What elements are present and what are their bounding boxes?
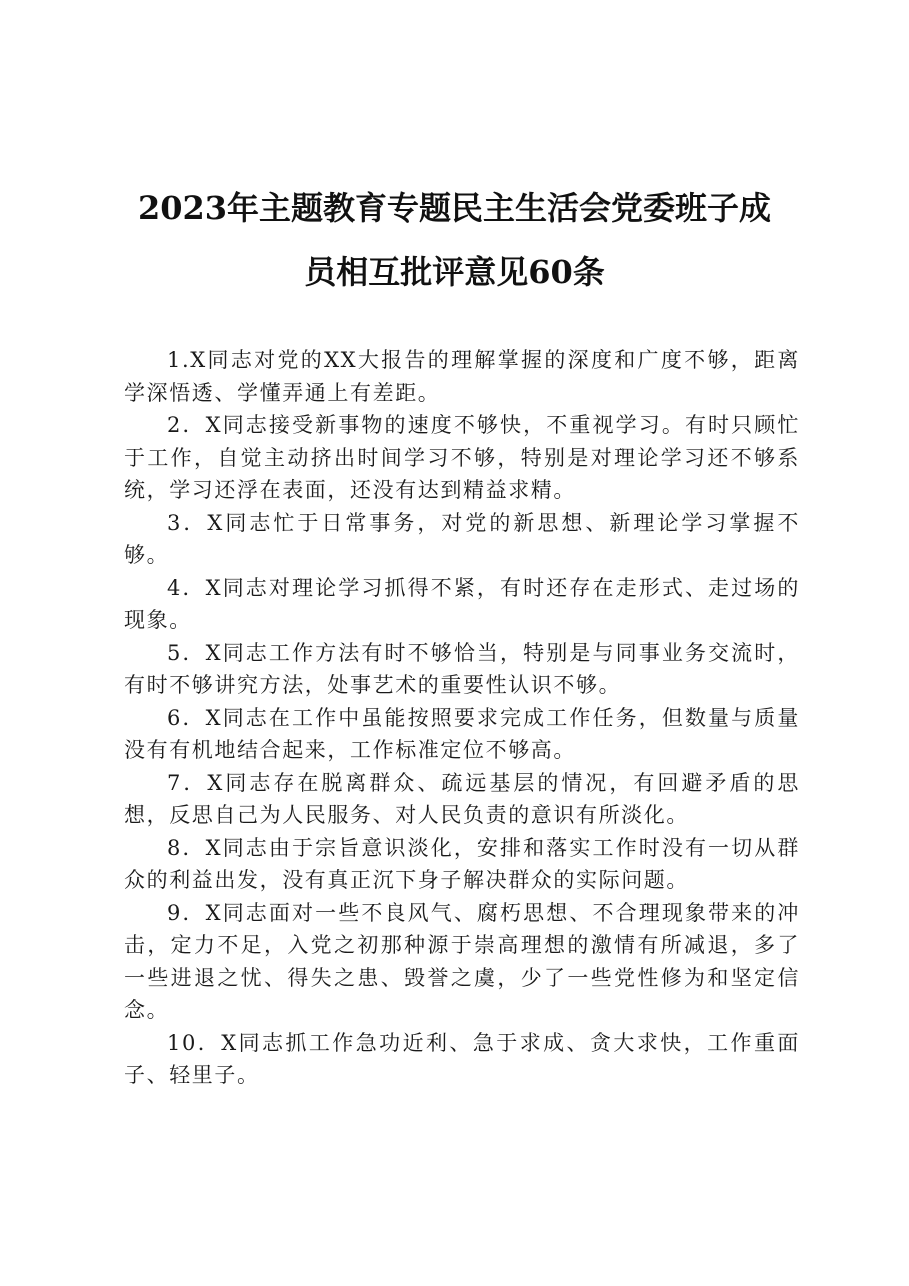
paragraph-2: 2．X同志接受新事物的速度不够快，不重视学习。有时只顾忙于工作，自觉主动挤出时间学习不够，特别是对理论学习还不够系统，学习还浮在表面，还没有达到精益求精。 — [124, 413, 800, 502]
paragraph-5: 5．X同志工作方法有时不够恰当，特别是与同事业务交流时，有时不够讲究方法，处事艺术的重要性认识不够。 — [124, 640, 800, 697]
document-title-line-2: 员相互批评意见60条 — [304, 253, 605, 291]
document-body — [124, 344, 800, 1092]
paragraph-6: 6．X同志在工作中虽能按照要求完成工作任务，但数量与质量没有有机地结合起来，工作标准定位不够高。 — [124, 705, 800, 762]
document-title — [100, 176, 809, 304]
paragraph-8: 8．X同志由于宗旨意识淡化，安排和落实工作时没有一切从群众的利益出发，没有真正沉下身子解决群众的实际问题。 — [124, 835, 800, 892]
paragraph-9: 9．X同志面对一些不良风气、腐朽思想、不合理现象带来的冲击，定力不足，入党之初那种源于崇高理想的激情有所减退，多了一些进退之忧、得失之患、毁誉之虞，少了一些党性修为和坚定信念。 — [124, 900, 800, 1022]
document-title-line-1: 2023年主题教育专题民主生活会党委班子成 — [137, 189, 772, 227]
paragraph-3: 3．X同志忙于日常事务，对党的新思想、新理论学习掌握不够。 — [124, 510, 800, 567]
paragraph-1: 1.X同志对党的XX大报告的理解掌握的深度和广度不够，距离学深悟透、学懂弄通上有差距。 — [124, 348, 800, 405]
paragraph-7: 7．X同志存在脱离群众、疏远基层的情况，有回避矛盾的思想，反思自己为人民服务、对人民负责的意识有所淡化。 — [124, 770, 800, 827]
paragraph-4: 4．X同志对理论学习抓得不紧，有时还存在走形式、走过场的现象。 — [124, 575, 800, 632]
paragraph-10: 10．X同志抓工作急功近利、急于求成、贪大求快，工作重面子、轻里子。 — [124, 1030, 800, 1087]
